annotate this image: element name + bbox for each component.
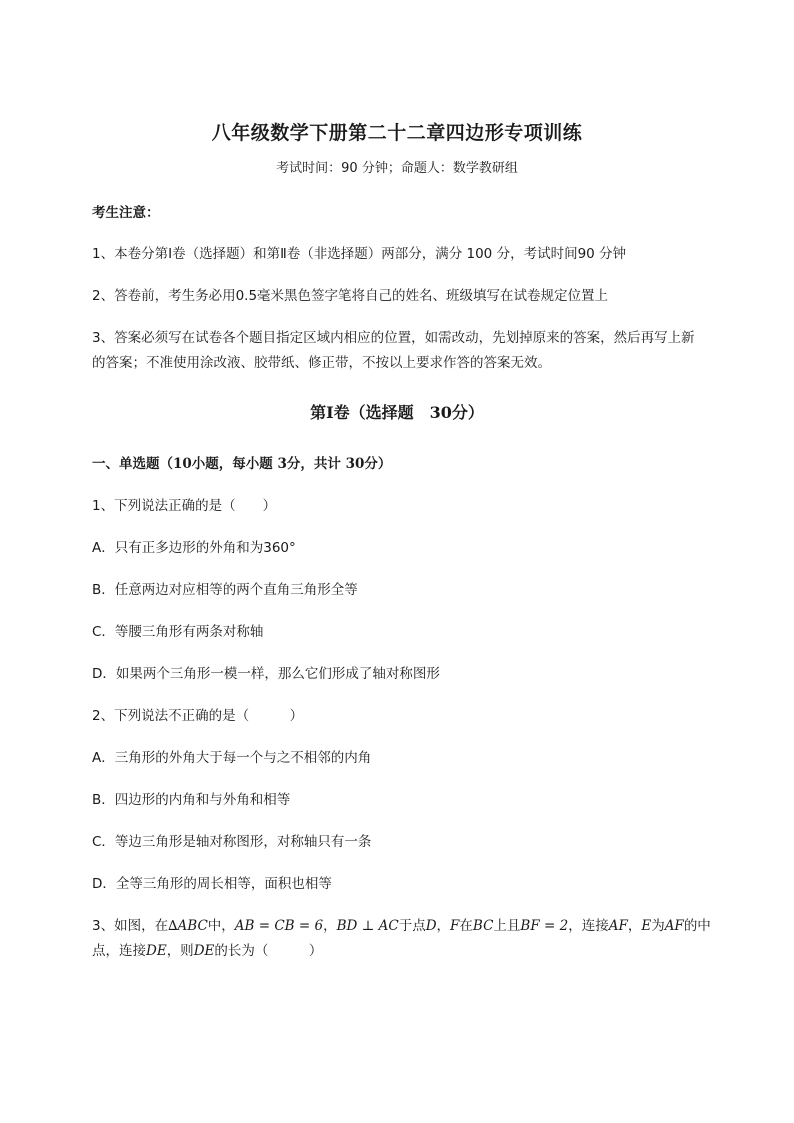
question-option: C．等边三角形是轴对称图形，对称轴只有一条 — [92, 834, 372, 850]
math-expression: ∆ABC — [168, 918, 208, 934]
text-fragment: ， — [436, 918, 451, 934]
notice-item: 1、本卷分第Ⅰ卷（选择题）和第Ⅱ卷（非选择题）两部分，满分 100 分，考试时间90 分钟 — [92, 246, 627, 262]
text-fragment: ，则 — [166, 943, 194, 959]
text-fragment: 中， — [207, 918, 235, 934]
text-fragment: ， — [323, 918, 337, 934]
question-stem: 1、下列说法正确的是（ ） — [92, 498, 277, 514]
math-expression: E — [641, 918, 652, 934]
section-heading: 一、单选题（10小题，每小题 3分，共计 30分） — [92, 456, 392, 472]
question-stem-continued — [92, 939, 322, 959]
text-fragment: 上且 — [493, 918, 521, 934]
math-expression: DE — [193, 943, 215, 959]
math-expression: BF = 2 — [520, 918, 569, 934]
question-option: D．如果两个三角形一模一样，那么它们形成了轴对称图形 — [92, 666, 440, 682]
text-fragment: 3、如图，在 — [92, 918, 169, 934]
math-expression: BC — [472, 918, 494, 934]
notice-item: 2、答卷前，考生务必用0.5毫米黑色签字笔将自己的姓名、班级填写在试卷规定位置上 — [92, 288, 609, 304]
text-fragment: 的中 — [683, 918, 711, 934]
math-expression: D — [425, 918, 437, 934]
section-title: 第Ⅰ卷（选择题 30分） — [310, 403, 484, 422]
math-expression: F — [450, 918, 460, 934]
question-stem — [92, 914, 711, 934]
text-fragment: 在 — [459, 918, 473, 934]
text-fragment: 于点 — [398, 918, 426, 934]
question-option: B．任意两边对应相等的两个直角三角形全等 — [92, 582, 358, 598]
exam-info: 考试时间：90 分钟；命题人：数学教研组 — [276, 161, 518, 176]
question-stem: 2、下列说法不正确的是（ ） — [92, 708, 304, 724]
text-fragment: 点，连接 — [92, 943, 146, 959]
question-option: D．全等三角形的周长相等，面积也相等 — [92, 876, 332, 892]
math-expression: AF — [664, 918, 684, 934]
notice-heading: 考生注意： — [92, 205, 160, 221]
question-option: C．等腰三角形有两条对称轴 — [92, 624, 264, 640]
math-expression: BD ⊥ AC — [336, 918, 399, 934]
text-fragment: 的长为（ ） — [214, 943, 323, 959]
page-title: 八年级数学下册第二十二章四边形专项训练 — [211, 122, 583, 144]
question-option: A．三角形的外角大于每一个与之不相邻的内角 — [92, 750, 372, 766]
notice-item: 3、答案必须写在试卷各个题目指定区域内相应的位置，如需改动，先划掉原来的答案，然后再写上新 — [92, 330, 695, 346]
math-expression: DE — [146, 943, 167, 959]
math-expression: AB = CB = 6 — [234, 918, 324, 934]
math-expression: AF — [608, 918, 628, 934]
question-option: A．只有正多边形的外角和为360° — [92, 540, 296, 556]
text-fragment: 为 — [651, 918, 665, 934]
text-fragment: ，连接 — [568, 918, 609, 934]
text-fragment: ， — [627, 918, 642, 934]
question-option: B．四边形的内角和与外角和相等 — [92, 792, 291, 808]
notice-item: 的答案；不准使用涂改液、胶带纸、修正带，不按以上要求作答的答案无效。 — [92, 355, 551, 371]
